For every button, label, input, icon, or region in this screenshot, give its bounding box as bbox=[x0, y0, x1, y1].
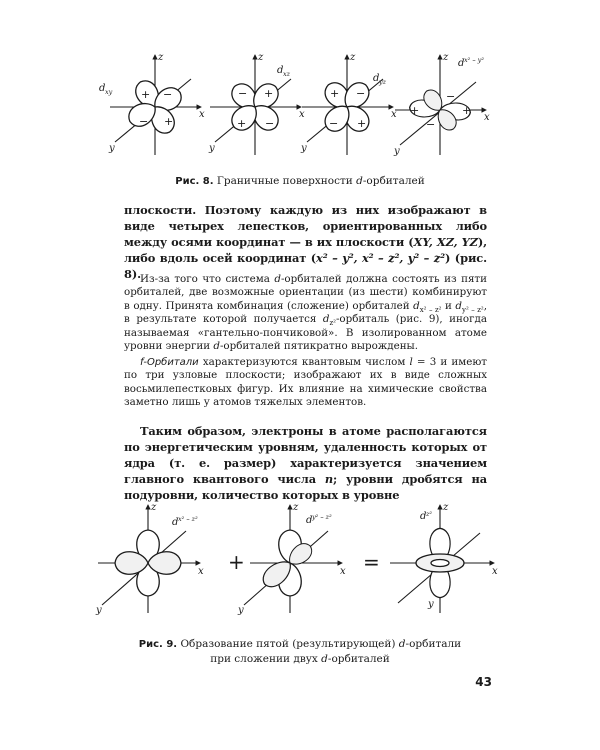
plus-sign: + bbox=[141, 88, 151, 101]
axis-label-z: z bbox=[350, 52, 356, 63]
axis-label-y: y bbox=[428, 599, 434, 610]
paragraph-4 bbox=[124, 423, 487, 503]
minus-sign: − bbox=[329, 117, 339, 130]
equals-operator: = bbox=[363, 550, 380, 574]
orbital-label: d bbox=[277, 65, 284, 76]
orbital-subscript: x² – z² bbox=[419, 305, 442, 314]
caption-number: Рис. 8. bbox=[175, 176, 214, 187]
axis-label-y: y bbox=[238, 605, 244, 616]
orbital-dx2-y2 bbox=[393, 52, 490, 157]
caption-text: -орбитали bbox=[405, 638, 462, 650]
paragraph-3 bbox=[124, 356, 487, 410]
caption-italic: d bbox=[356, 175, 363, 187]
orbital-dz2 bbox=[390, 502, 498, 613]
f-orbitals-term: f-Орбитали bbox=[140, 357, 199, 368]
paragraph-text: плоскости. Поэтому каждую из них изображают в виде четырех лепестков, ориентированных либо между осями координат — в их плоскости ( bbox=[124, 203, 487, 249]
caption-text: при сложении двух bbox=[210, 653, 322, 665]
paragraph-text: Из-за того что система bbox=[140, 273, 275, 285]
orbital-subscript: y² – z² bbox=[461, 305, 484, 314]
orbital-dy2-z2 bbox=[237, 502, 346, 616]
caption-line bbox=[0, 652, 600, 666]
caption-line bbox=[0, 637, 600, 652]
paragraph-text: ), либо вдоль осей координат ( bbox=[124, 235, 487, 265]
orbital-subscript: x² – z² bbox=[178, 515, 198, 523]
orbital-dyz bbox=[300, 52, 397, 155]
caption-text: Граничные поверхности bbox=[213, 175, 357, 187]
orbital-dx2-z2 bbox=[95, 502, 204, 616]
paragraph-text: ) (рис. 8). bbox=[124, 251, 488, 281]
plus-sign: + bbox=[330, 87, 340, 100]
plus-sign: + bbox=[164, 115, 174, 128]
paragraph-text: Таким образом, электроны в атоме располагаются по энергетическим уровням, удаленность которых от ядра (т. е. размер) характеризуется значением главного квантового числа bbox=[124, 424, 487, 486]
paragraph-text: и bbox=[441, 299, 456, 312]
orbital-subscript: yz bbox=[379, 78, 387, 86]
plus-sign: + bbox=[357, 117, 367, 130]
caption-text: -орбиталей bbox=[327, 653, 390, 665]
axis-label-z: z bbox=[158, 52, 164, 63]
plus-sign: + bbox=[462, 104, 472, 117]
plus-sign: + bbox=[237, 117, 247, 130]
caption-text: -орбиталей bbox=[362, 175, 425, 187]
orbital-label: d bbox=[306, 515, 313, 526]
figure-9-caption bbox=[0, 637, 600, 666]
axis-label-x: x bbox=[299, 109, 305, 120]
axis-label-z: z bbox=[258, 52, 264, 63]
axis-label-x: x bbox=[492, 566, 498, 577]
axis-label-z: z bbox=[293, 502, 299, 513]
orbital-label: d bbox=[172, 517, 179, 528]
minus-sign: − bbox=[356, 87, 366, 100]
orbital-subscript: z² bbox=[426, 510, 433, 518]
axis-label-y: y bbox=[109, 143, 115, 154]
page-number: 43 bbox=[475, 675, 492, 689]
quantum-number-symbol: l bbox=[409, 356, 413, 368]
caption-text: Образование пятой (результирующей) bbox=[177, 638, 399, 650]
italic-term: d bbox=[274, 273, 281, 285]
paragraph-text: = 3 и имеют по три узловые плоскости; изображают их в виде сложных восьмилепестковых фигур. Их влияние на химические свойства заметно лишь у атомов тяжелых элементов. bbox=[124, 356, 487, 409]
orbital-label: d bbox=[458, 58, 465, 69]
minus-sign: − bbox=[265, 117, 275, 130]
axis-label-y: y bbox=[96, 605, 102, 616]
paragraph-text: характеризуются квантовым числом bbox=[198, 356, 410, 368]
paragraph-text: -орбиталь (рис. 9), иногда называемая «гантельно-пончиковой». В изолированном атоме уровни энергии bbox=[124, 313, 487, 353]
minus-sign: − bbox=[446, 90, 456, 103]
axis-label-z: z bbox=[443, 502, 449, 513]
orbital-subscript: x² – y² bbox=[464, 56, 484, 64]
orbital-symbol: d bbox=[413, 299, 420, 312]
paragraph-1 bbox=[124, 202, 487, 282]
figure-9-d-orbital-sum bbox=[0, 495, 600, 630]
axis-label-z: z bbox=[443, 52, 449, 63]
minus-sign: − bbox=[139, 115, 149, 128]
orbital-symbol: d bbox=[455, 299, 462, 312]
caption-number: Рис. 9. bbox=[138, 639, 178, 650]
italic-term: d bbox=[213, 340, 220, 353]
axis-label-y: y bbox=[394, 146, 400, 157]
paragraph-2 bbox=[124, 273, 487, 353]
orbital-label: d bbox=[99, 83, 106, 94]
orbital-subscript: xy bbox=[105, 88, 113, 96]
caption-italic: d bbox=[398, 638, 406, 650]
orbital-subscript: y² – z² bbox=[312, 513, 332, 521]
figure-8-d-orbitals bbox=[0, 42, 600, 167]
minus-sign: − bbox=[163, 88, 173, 101]
planes-list: XY, XZ, YZ bbox=[413, 235, 478, 249]
paragraph-text: , в результате которой получается bbox=[124, 299, 487, 326]
orbital-label: d bbox=[420, 511, 427, 522]
axis-label-x: x bbox=[340, 566, 346, 577]
axis-label-z: z bbox=[151, 502, 157, 513]
axis-label-x: x bbox=[484, 112, 490, 123]
axis-label-x: x bbox=[199, 109, 205, 120]
orbital-subscript: xz bbox=[283, 70, 291, 78]
orbital-label: d bbox=[373, 73, 380, 84]
plus-sign: + bbox=[410, 104, 420, 117]
axis-label-y: y bbox=[301, 143, 307, 154]
paragraph-text: -орбиталей пятикратно вырождены. bbox=[219, 340, 419, 353]
orbital-subscript: z² bbox=[329, 319, 336, 328]
minus-sign: − bbox=[238, 87, 248, 100]
caption-italic: d bbox=[321, 653, 328, 665]
axis-label-y: y bbox=[209, 143, 215, 154]
quantum-number-symbol: n bbox=[324, 472, 334, 486]
paragraph-text: -орбиталей должна состоять из пяти орбиталей, две возможные ориентации (из шести) комбинируют в одну. Принята комбинация (сложение) орбиталей bbox=[124, 273, 487, 312]
minus-sign: − bbox=[426, 118, 436, 131]
orbital-dxy bbox=[99, 52, 205, 155]
orbital-dxz bbox=[208, 52, 305, 155]
plus-operator: + bbox=[228, 550, 245, 574]
orbital-symbol: d bbox=[322, 313, 330, 326]
plus-sign: + bbox=[264, 87, 274, 100]
axis-label-x: x bbox=[198, 566, 204, 577]
axis-label-x: x bbox=[391, 109, 397, 120]
paragraph-text: ; уровни дробятся на подуровни, количество которых в уровне bbox=[124, 472, 487, 502]
figure-8-caption bbox=[0, 174, 600, 189]
axes-list: x² – y², x² – z², y² – z² bbox=[316, 251, 446, 265]
